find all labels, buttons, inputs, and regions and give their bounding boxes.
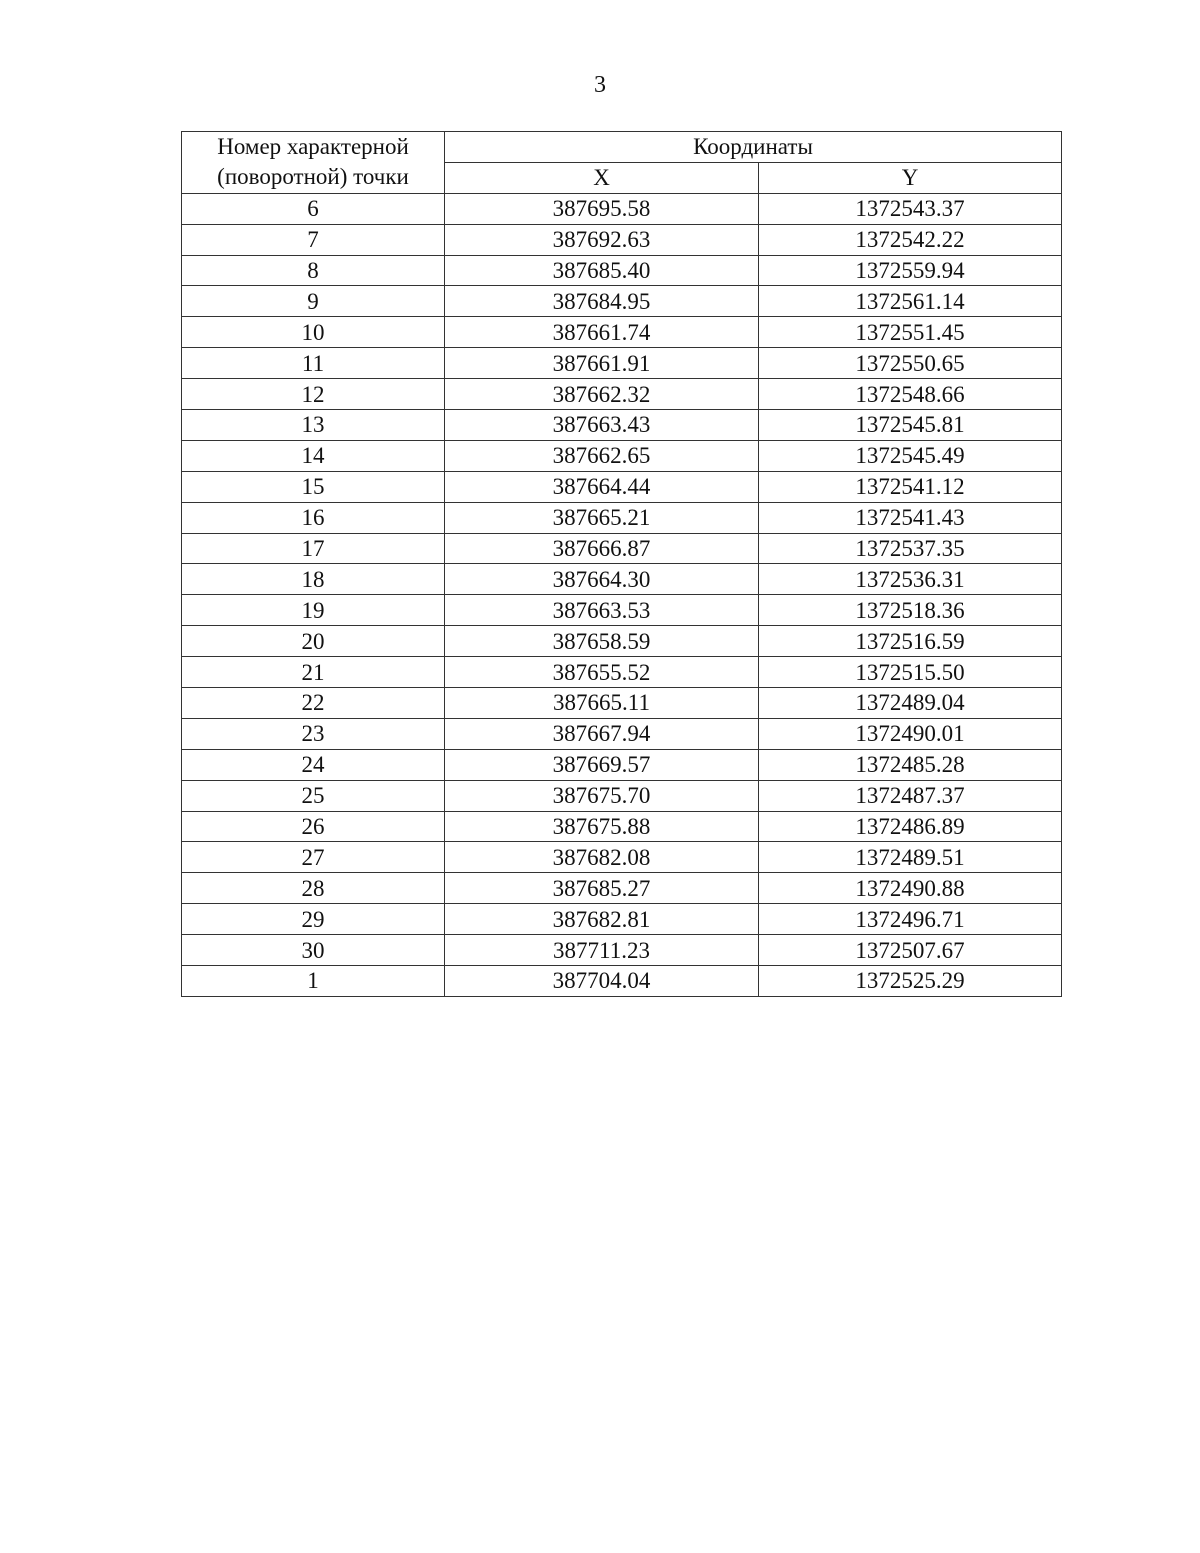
x-coordinate-cell: 387695.58	[445, 193, 759, 224]
point-number-cell: 28	[182, 873, 445, 904]
point-number-cell: 22	[182, 688, 445, 719]
table-row	[182, 348, 1062, 379]
point-number-cell: 30	[182, 935, 445, 966]
point-number-cell: 11	[182, 348, 445, 379]
table-row	[182, 780, 1062, 811]
point-number-cell: 25	[182, 780, 445, 811]
table-row	[182, 255, 1062, 286]
x-coordinate-cell: 387661.91	[445, 348, 759, 379]
point-number-cell: 19	[182, 595, 445, 626]
table-row	[182, 626, 1062, 657]
x-coordinate-cell: 387711.23	[445, 935, 759, 966]
x-coordinate-cell: 387663.53	[445, 595, 759, 626]
point-number-cell: 18	[182, 564, 445, 595]
table-header	[182, 132, 1062, 194]
point-number-cell: 9	[182, 286, 445, 317]
point-number-header	[182, 132, 445, 194]
table-row	[182, 966, 1062, 997]
table-row	[182, 657, 1062, 688]
table-row	[182, 471, 1062, 502]
x-coordinate-cell: 387665.11	[445, 688, 759, 719]
table-row	[182, 688, 1062, 719]
y-coordinate-cell: 1372541.43	[759, 502, 1062, 533]
table-row	[182, 533, 1062, 564]
x-coordinate-cell: 387665.21	[445, 502, 759, 533]
x-coordinate-cell: 387658.59	[445, 626, 759, 657]
point-number-cell: 24	[182, 749, 445, 780]
x-coordinate-cell: 387685.40	[445, 255, 759, 286]
point-number-cell: 21	[182, 657, 445, 688]
table-row	[182, 410, 1062, 441]
y-coordinate-cell: 1372490.01	[759, 718, 1062, 749]
table-row	[182, 286, 1062, 317]
y-coordinate-cell: 1372561.14	[759, 286, 1062, 317]
y-coordinate-cell: 1372485.28	[759, 749, 1062, 780]
coordinates-table	[181, 131, 1062, 997]
y-coordinate-cell: 1372559.94	[759, 255, 1062, 286]
point-number-cell: 6	[182, 193, 445, 224]
y-coordinate-cell: 1372525.29	[759, 966, 1062, 997]
y-coordinate-cell: 1372516.59	[759, 626, 1062, 657]
y-coordinate-cell: 1372543.37	[759, 193, 1062, 224]
point-number-cell: 20	[182, 626, 445, 657]
table-row	[182, 842, 1062, 873]
x-coordinate-cell: 387666.87	[445, 533, 759, 564]
x-coordinate-cell: 387664.30	[445, 564, 759, 595]
y-coordinate-cell: 1372545.81	[759, 410, 1062, 441]
x-coordinate-cell: 387682.81	[445, 904, 759, 935]
point-number-cell: 27	[182, 842, 445, 873]
table-row	[182, 317, 1062, 348]
y-coordinate-cell: 1372487.37	[759, 780, 1062, 811]
x-coordinate-cell: 387669.57	[445, 749, 759, 780]
point-number-cell: 13	[182, 410, 445, 441]
y-coordinate-cell: 1372490.88	[759, 873, 1062, 904]
point-number-cell: 14	[182, 440, 445, 471]
x-coordinate-cell: 387655.52	[445, 657, 759, 688]
x-header: X	[445, 162, 759, 193]
y-coordinate-cell: 1372489.51	[759, 842, 1062, 873]
y-coordinate-cell: 1372541.12	[759, 471, 1062, 502]
page-number: 3	[594, 72, 606, 98]
y-coordinate-cell: 1372515.50	[759, 657, 1062, 688]
y-coordinate-cell: 1372550.65	[759, 348, 1062, 379]
x-coordinate-cell: 387661.74	[445, 317, 759, 348]
table-body	[182, 193, 1062, 996]
table-row	[182, 502, 1062, 533]
table-row	[182, 440, 1062, 471]
x-coordinate-cell: 387675.88	[445, 811, 759, 842]
y-header: Y	[759, 162, 1062, 193]
x-coordinate-cell: 387675.70	[445, 780, 759, 811]
point-number-header-line1: Номер характерной	[217, 134, 409, 160]
y-coordinate-cell: 1372536.31	[759, 564, 1062, 595]
x-coordinate-cell: 387662.65	[445, 440, 759, 471]
table-row	[182, 193, 1062, 224]
x-coordinate-cell: 387704.04	[445, 966, 759, 997]
x-coordinate-cell: 387663.43	[445, 410, 759, 441]
x-coordinate-cell: 387662.32	[445, 379, 759, 410]
y-coordinate-cell: 1372551.45	[759, 317, 1062, 348]
x-coordinate-cell: 387684.95	[445, 286, 759, 317]
point-number-cell: 8	[182, 255, 445, 286]
y-coordinate-cell: 1372507.67	[759, 935, 1062, 966]
point-number-cell: 10	[182, 317, 445, 348]
y-coordinate-cell: 1372548.66	[759, 379, 1062, 410]
table-row	[182, 935, 1062, 966]
y-coordinate-cell: 1372489.04	[759, 688, 1062, 719]
point-number-cell: 7	[182, 224, 445, 255]
point-number-cell: 15	[182, 471, 445, 502]
point-number-cell: 17	[182, 533, 445, 564]
table-row	[182, 873, 1062, 904]
table-row	[182, 904, 1062, 935]
table-row	[182, 718, 1062, 749]
point-number-cell: 26	[182, 811, 445, 842]
y-coordinate-cell: 1372542.22	[759, 224, 1062, 255]
table-row	[182, 224, 1062, 255]
y-coordinate-cell: 1372545.49	[759, 440, 1062, 471]
y-coordinate-cell: 1372486.89	[759, 811, 1062, 842]
point-number-cell: 16	[182, 502, 445, 533]
point-number-cell: 1	[182, 966, 445, 997]
x-coordinate-cell: 387664.44	[445, 471, 759, 502]
coordinates-header: Координаты	[445, 132, 1062, 163]
x-coordinate-cell: 387692.63	[445, 224, 759, 255]
table-row	[182, 564, 1062, 595]
point-number-header-line2: (поворотной) точки	[217, 164, 409, 190]
table-row	[182, 811, 1062, 842]
table-row	[182, 379, 1062, 410]
x-coordinate-cell: 387667.94	[445, 718, 759, 749]
table-row	[182, 749, 1062, 780]
x-coordinate-cell: 387682.08	[445, 842, 759, 873]
point-number-cell: 29	[182, 904, 445, 935]
y-coordinate-cell: 1372518.36	[759, 595, 1062, 626]
x-coordinate-cell: 387685.27	[445, 873, 759, 904]
y-coordinate-cell: 1372496.71	[759, 904, 1062, 935]
point-number-cell: 23	[182, 718, 445, 749]
table-row	[182, 595, 1062, 626]
y-coordinate-cell: 1372537.35	[759, 533, 1062, 564]
point-number-cell: 12	[182, 379, 445, 410]
